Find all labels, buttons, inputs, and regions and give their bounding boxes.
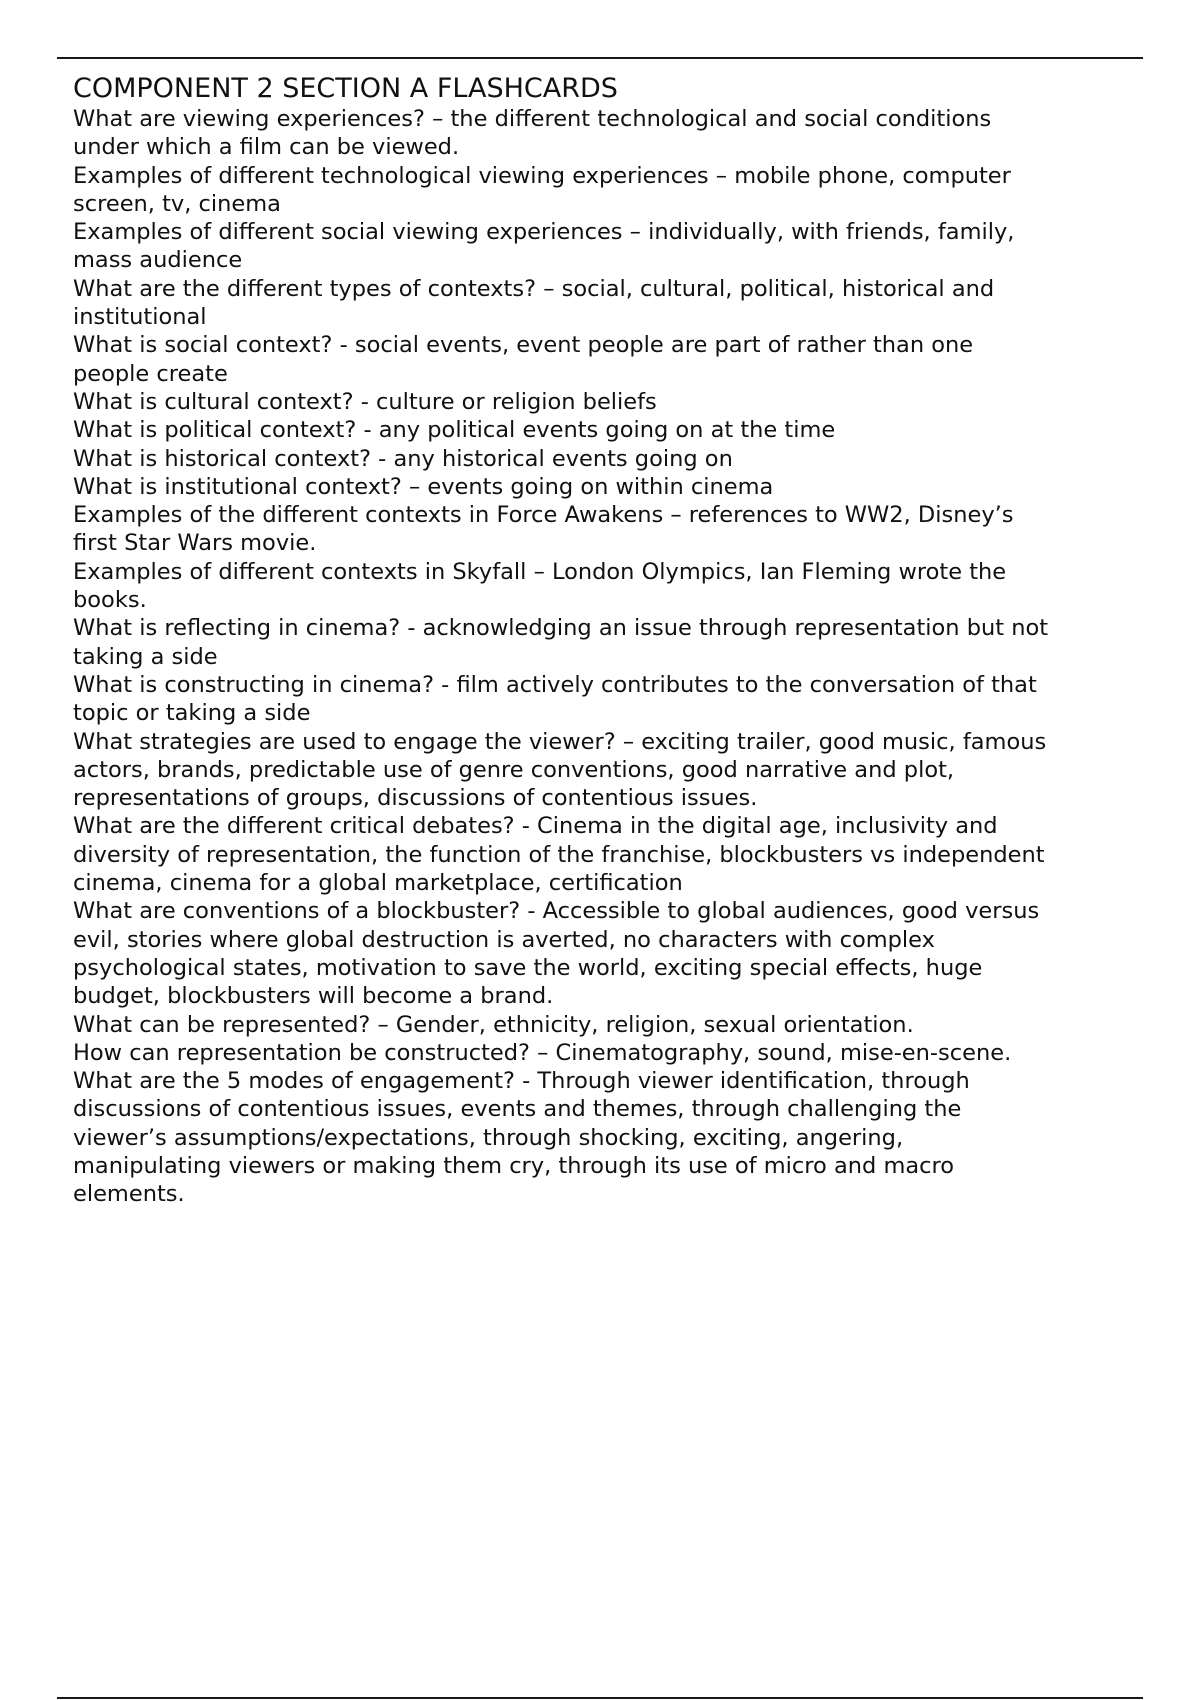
flashcard: Examples of different contexts in Skyfall – London Olympics, Ian Fleming wrote the books. (73, 558, 1007, 614)
flashcard: Examples of the different contexts in Force Awakens – references to WW2, Disney’s first Star Wars movie. (73, 502, 1014, 557)
flashcard: What are the different critical debates? - Cinema in the digital age, inclusivity and diversity of representation, the function of the franchise, blockbusters vs independent cinema, cinema for a global marketplace, certification (73, 813, 1045, 897)
flashcard: What are viewing experiences? – the different technological and social conditions under which a film can be viewed. (73, 106, 992, 161)
flashcard: How can representation be constructed? – Cinematography, sound, mise-en-scene. (73, 1039, 1012, 1066)
flashcard: What are conventions of a blockbuster? - Accessible to global audiences, good versus evil, stories where global destruction is averted, no characters with complex psychological states, motivation to save the world, exciting special effects, huge budget, blockbusters will become a brand. (73, 898, 1040, 1010)
flashcard: What is cultural context? - culture or religion beliefs (73, 388, 657, 415)
flashcard: What is historical context? - any historical events going on (73, 445, 733, 472)
flashcard: What is social context? - social events, event people are part of rather than one people create (73, 332, 974, 387)
flashcard: What are the 5 modes of engagement? - Through viewer identification, through discussions of contentious issues, events and themes, through challenging the viewer’s assumptions/expectations, through shocking, exciting, angering, manipulating viewers or making them cry, through its use of micro and macro elements. (73, 1068, 970, 1208)
flashcard: Examples of different technological viewing experiences – mobile phone, computer screen, tv, cinema (73, 162, 1011, 217)
flashcard: What are the different types of contexts? – social, cultural, political, historical and institutional (73, 275, 995, 331)
flashcard: What is institutional context? – events going on within cinema (73, 473, 774, 500)
flashcard: What is reflecting in cinema? - acknowledging an issue through representation but not taking a side (73, 615, 1049, 670)
top-rule (57, 57, 1143, 59)
flashcard: What is constructing in cinema? - film actively contributes to the conversation of that topic or taking a side (73, 671, 1037, 727)
flashcard: What strategies are used to engage the viewer? – exciting trailer, good music, famous actors, brands, predictable use of genre conventions, good narrative and plot, representations of groups, discussions of contentious issues. (73, 728, 1047, 812)
page-title: COMPONENT 2 SECTION A FLASHCARDS (73, 73, 618, 104)
page-content (73, 72, 1143, 1209)
flashcard: What can be represented? – Gender, ethnicity, religion, sexual orientation. (73, 1011, 914, 1038)
bottom-rule (57, 1697, 1143, 1699)
flashcard: What is political context? - any political events going on at the time (73, 417, 836, 444)
flashcard: Examples of different social viewing experiences – individually, with friends, family, mass audience (73, 219, 1015, 274)
